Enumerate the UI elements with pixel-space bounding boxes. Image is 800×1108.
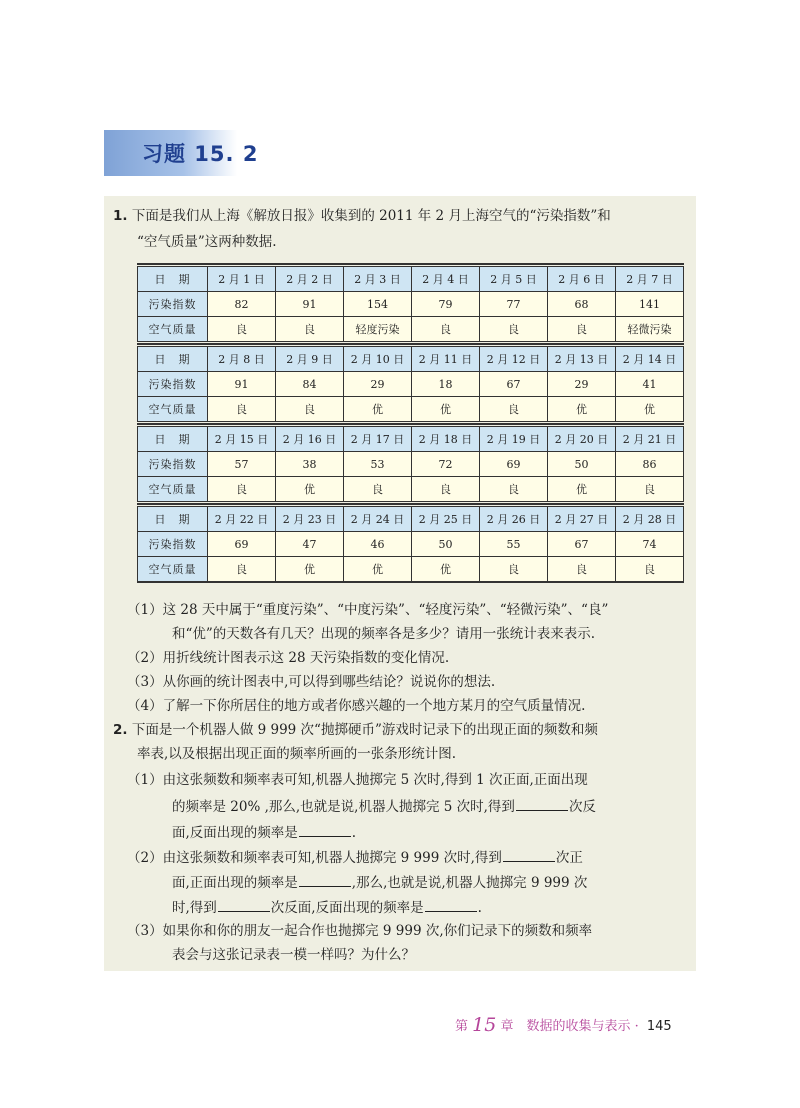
q2-sub2-line2: 面,正面出现的频率是 ,那么,也就是说,机器人抛掷完 9 999 次 — [172, 875, 588, 891]
date-label: 日 期 — [138, 267, 208, 292]
chapter-number: 15 — [472, 1014, 497, 1036]
q2-sub3-line2: 表会与这张记录表一模一样吗？为什么？ — [172, 947, 415, 963]
q2-sub3-line1: （3）如果你和你的朋友一起合作也抛掷完 9 999 次,你们记录下的频数和频率 — [127, 923, 593, 939]
table-row: 日 期 2 月 1 日 2 月 2 日 2 月 3 日 2 月 4 日 2 月 5 日 2 月 6 日 2 月 7 日 — [138, 267, 684, 292]
answer-blank[interactable] — [503, 848, 555, 862]
answer-blank[interactable] — [425, 898, 477, 912]
q1-line2: “空气质量”这两种数据. — [137, 234, 277, 250]
table-divider — [137, 343, 684, 345]
table-row: 污染指数 82 91 154 79 77 68 141 — [138, 292, 684, 317]
table-row: 日 期 2 月 15 日 2 月 16 日 2 月 17 日 2 月 18 日 2 月 19 日 2 月 20 日 2 月 21 日 — [138, 427, 684, 452]
q2-sub1-line1: （1）由这张频数和频率表可知,机器人抛掷完 5 次时,得到 1 次正面,正面出现 — [127, 772, 588, 788]
q1-sub1-line1: （1）这 28 天中属于“重度污染”、“中度污染”、“轻度污染”、“轻微污染”、“良” — [127, 602, 609, 618]
pollution-table-3 — [137, 426, 684, 502]
table-bottom-rule — [137, 581, 684, 583]
answer-blank[interactable] — [218, 898, 270, 912]
pollution-table-1 — [137, 266, 684, 342]
q1-sub3: （3）从你画的统计图表中,可以得到哪些结论？说说你的想法. — [127, 674, 496, 690]
table-row: 空气质量 良 良 轻度污染 良 良 良 轻微污染 — [138, 317, 684, 342]
quality-label: 空气质量 — [138, 317, 208, 342]
table-row: 污染指数 57 38 53 72 69 50 86 — [138, 452, 684, 477]
q2-number: 2. — [113, 722, 128, 738]
table-row: 日 期 2 月 8 日 2 月 9 日 2 月 10 日 2 月 11 日 2 月 12 日 2 月 13 日 2 月 14 日 — [138, 347, 684, 372]
answer-blank[interactable] — [299, 873, 351, 887]
q2-line2: 率表,以及根据出现正面的频率所画的一张条形统计图. — [137, 746, 457, 762]
q1-sub4: （4）了解一下你所居住的地方或者你感兴趣的一个地方某月的空气质量情况. — [127, 698, 586, 714]
page-footer: 第 15 章 数据的收集与表示 · 145 — [455, 1014, 672, 1036]
q1-sub2: （2）用折线统计图表示这 28 天污染指数的变化情况. — [127, 650, 450, 666]
index-label: 污染指数 — [138, 292, 208, 317]
q1-line1: 1. 下面是我们从上海《解放日报》收集到的 2011 年 2 月上海空气的“污染指数”和 — [113, 208, 611, 224]
page-number: 145 — [646, 1019, 672, 1034]
pollution-table-4 — [137, 506, 684, 582]
q2-sub2-line3: 时,得到 次反面,反面出现的频率是 . — [172, 900, 482, 916]
answer-blank[interactable] — [299, 823, 351, 837]
q2-sub1-line2: 的频率是 20% ,那么,也就是说,机器人抛掷完 5 次时,得到 次反 — [172, 799, 596, 815]
table-divider — [137, 423, 684, 425]
q2-sub1-line3: 面,反面出现的频率是 . — [172, 825, 357, 841]
table-row: 日 期 2 月 22 日 2 月 23 日 2 月 24 日 2 月 25 日 2 月 26 日 2 月 27 日 2 月 28 日 — [138, 507, 684, 532]
table-row: 空气质量 良 优 良 良 良 优 良 — [138, 477, 684, 502]
table-row: 污染指数 91 84 29 18 67 29 41 — [138, 372, 684, 397]
pollution-table-2 — [137, 346, 684, 422]
q1-sub1-line2: 和“优”的天数各有几天？出现的频率各是多少？请用一张统计表来表示. — [172, 626, 596, 642]
table-row: 空气质量 良 优 优 优 良 良 良 — [138, 557, 684, 582]
table-row: 污染指数 69 47 46 50 55 67 74 — [138, 532, 684, 557]
q2-line1: 2. 下面是一个机器人做 9 999 次“抛掷硬币”游戏时记录下的出现正面的频数和频 — [113, 722, 598, 738]
answer-blank[interactable] — [516, 797, 568, 811]
q1-number: 1. — [113, 208, 128, 224]
exercise-title: 习题 15. 2 — [142, 142, 259, 166]
q2-sub2-line1: （2）由这张频数和频率表可知,机器人抛掷完 9 999 次时,得到 次正 — [127, 850, 583, 866]
table-row: 空气质量 良 良 优 优 良 优 优 — [138, 397, 684, 422]
table-divider — [137, 503, 684, 505]
table-top-rule — [137, 263, 684, 265]
